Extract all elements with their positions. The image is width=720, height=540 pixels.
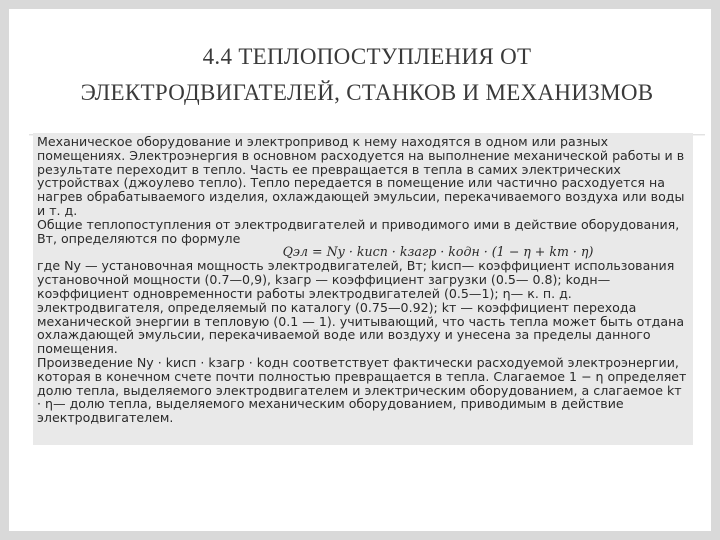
paragraph-3: где Nу — установочная мощность электродвигателей, Вт; kисп— коэффициент использования установочной мощности (0.7—0,9), kзагр — коэффициент загрузки (0.5— 0.8); kодн—коэффициент одновременности работы электродвигателей (0.5—1); η— к. п. д. электродвигателя, определяемый по каталогу (0.75—0.92); kт — коэффициент перехода механической энергии в тепловую (0.1 — 1). учитывающий, что часть тепла может быть отдана охлаждающей эмульсии, перекачиваемой воде или воздуху и унесена за пределы данного помещения. [37, 258, 685, 357]
title-line-1: 4.4 ТЕПЛОПОСТУПЛЕНИЯ ОТ [202, 44, 532, 69]
slide [9, 9, 711, 531]
content-image-text [33, 133, 693, 445]
title-box [29, 27, 705, 135]
formula: Qэл = Nу · kисп · kзагр · kодн · (1 − η + kт · η) [282, 244, 594, 260]
paragraph-4: Произведение Nу · kисп · kзагр · kодн соответствует фактически расходуемой электроэнергии, которая в конечном счете почти полностью превращается в тепла. Слагаемое 1 − η определяет долю тепла, выделяемого электродвигателем и электрическим оборудованием, а слагаемое kт · η— долю тепла, выделяемого механическим оборудованием, приводимым в действие электродвигателем. [37, 354, 687, 426]
paragraph-1: Механическое оборудование и электропривод к нему находятся в одном или разных помещениях. Электроэнергия в основном расходуется на выполнение механической работы и в результате переходит в тепло. Часть ее превращается в тепла в самих электрических устройствах (джоулево тепло). Тепло передается в помещение или частично расходуется на нагрев обрабатываемого изделия, охлаждающей эмульсии, перекачиваемого воздуха или воды и т. д. [37, 134, 685, 218]
title-line-2: ЭЛЕКТРОДВИГАТЕЛЕЙ, СТАНКОВ И МЕХАНИЗМОВ [80, 80, 654, 105]
paragraph-2: Общие теплопоступления от электродвигателей и приводимого ими в действие оборудования, Вт, определяются по формуле [37, 216, 680, 246]
slide-title [29, 39, 705, 111]
